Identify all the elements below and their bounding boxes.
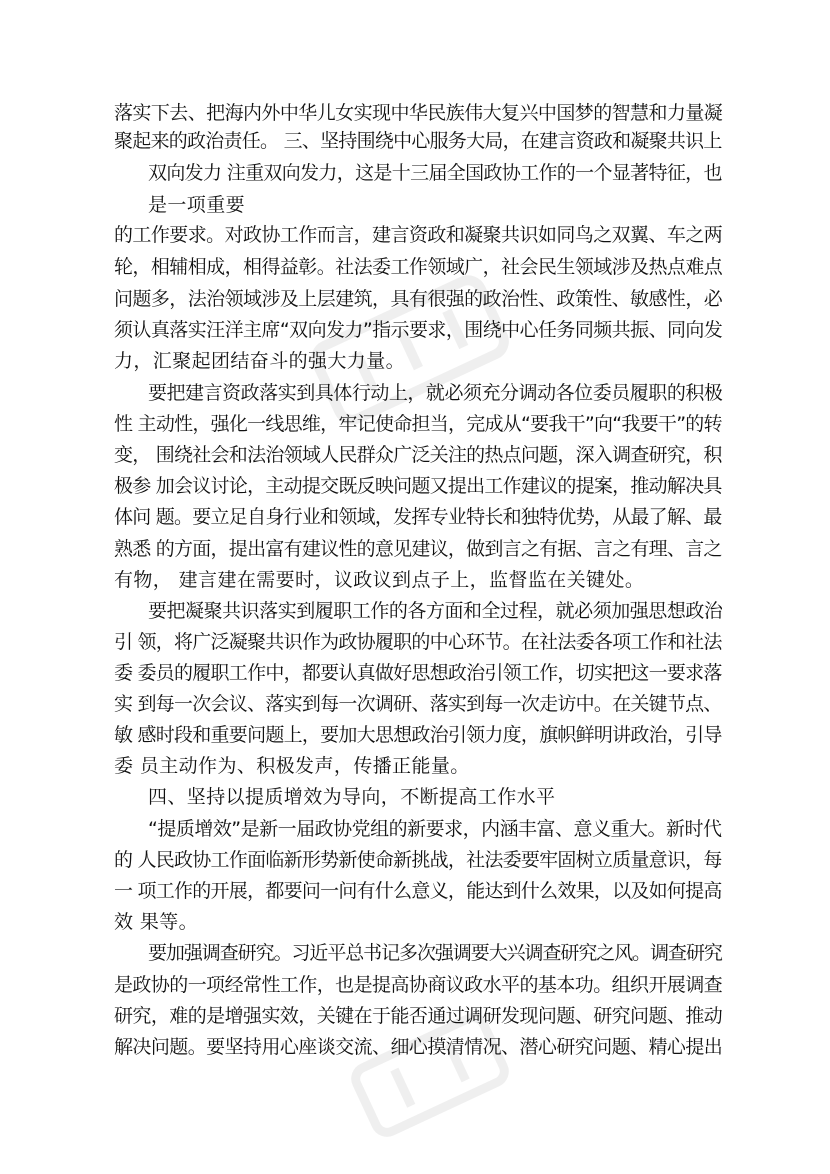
- text-line: 极参 加会议讨论，主动提交既反映问题又提出工作建议的提案，推动解决具: [114, 475, 722, 497]
- text-line: 熟悉 的方面，提出富有建议性的意见建议，做到言之有据、言之有理、言之: [114, 538, 722, 560]
- text-line: 双向发力 注重双向发力，这是十三届全国政协工作的一个显著特征，也: [148, 162, 722, 184]
- text-line: 落实下去、把海内外中华儿女实现中华民族伟大复兴中国梦的智慧和力量凝: [114, 102, 723, 124]
- text-line: 须认真落实汪洋主席“双向发力”指示要求，围绕中心任务同频共振、同向发: [114, 319, 723, 341]
- text-line: 引 领，将广泛凝聚共识作为政协履职的中心环节。在社法委各项工作和社法: [114, 631, 722, 653]
- text-line: 性 主动性，强化一线思维，牢记使命担当，完成从“要我干”向“我要干”的转: [114, 413, 722, 435]
- text-line: 力，汇聚起团结奋斗的强大力量。: [114, 350, 406, 372]
- paragraph-first-line: 要加强调查研究。习近平总书记多次强调要大兴调查研究之风。调查研究: [148, 942, 722, 964]
- text-line: 的工作要求。对政协工作而言，建言资政和凝聚共识如同鸟之双翼、车之两: [114, 224, 723, 246]
- text-line: 轮，相辅相成，相得益彰。社法委工作领域广，社会民生领域涉及热点难点: [114, 256, 723, 278]
- watermark-logo-bottom: [330, 1010, 530, 1140]
- text-line: 是一项重要: [148, 194, 246, 216]
- text-line: 效 果等。: [114, 911, 199, 933]
- text-line: 委 委员的履职工作中，都要认真做好思想政治引领工作，切实把这一要求落: [114, 662, 722, 684]
- text-line: 有物， 建言建在需要时，议政议到点子上，监督监在关键处。: [114, 569, 645, 591]
- text-line: 解决问题。要坚持用心座谈交流、细心摸清情况、潜心研究问题、精心提出: [114, 1036, 723, 1058]
- paragraph-first-line: 要把建言资政落实到具体行动上，就必须充分调动各位委员履职的积极: [148, 382, 723, 404]
- text-line: 聚起来的政治责任。 三、坚持围绕中心服务大局，在建言资政和凝聚共识上: [114, 130, 722, 152]
- text-line: 问题多，法治领域涉及上层建筑，具有很强的政治性、政策性、敏感性，必: [114, 288, 723, 310]
- text-line: 的 人民政协工作面临新形势新使命新挑战，社法委要牢固树立质量意识，每: [114, 849, 722, 871]
- text-line: 体问 题。要立足自身行业和领域，发挥专业特长和独特优势，从最了解、最: [114, 506, 722, 528]
- paragraph-first-line: “提质增效”是新一届政协党组的新要求，内涵丰富、意义重大。新时代: [148, 818, 722, 840]
- text-line: 变， 围绕社会和法治领域人民群众广泛关注的热点问题，深入调查研究，积: [114, 444, 722, 466]
- text-line: 敏 感时段和重要问题上，要加大思想政治引领力度，旗帜鲜明讲政治，引导: [114, 724, 722, 746]
- text-line: 委 员主动作为、积极发声，传播正能量。: [114, 755, 470, 777]
- paragraph-first-line: 要把凝聚共识落实到履职工作的各方面和全过程，就必须加强思想政治: [148, 600, 723, 622]
- text-line: 实 到每一次会议、落实到每一次调研、落实到每一次走访中。在关键节点、: [114, 693, 722, 715]
- text-line: 研究，难的是增强实效，关键在于能否通过调研发现问题、研究问题、推动: [114, 1005, 723, 1027]
- text-line: 是政协的一项经常性工作，也是提高协商议政水平的基本功。组织开展调查: [114, 974, 723, 996]
- text-line: 一 项工作的开展，都要问一问有什么意义，能达到什么效果，以及如何提高: [114, 880, 722, 902]
- section-heading: 四、坚持以提质增效为导向，不断提高工作水平: [148, 786, 556, 808]
